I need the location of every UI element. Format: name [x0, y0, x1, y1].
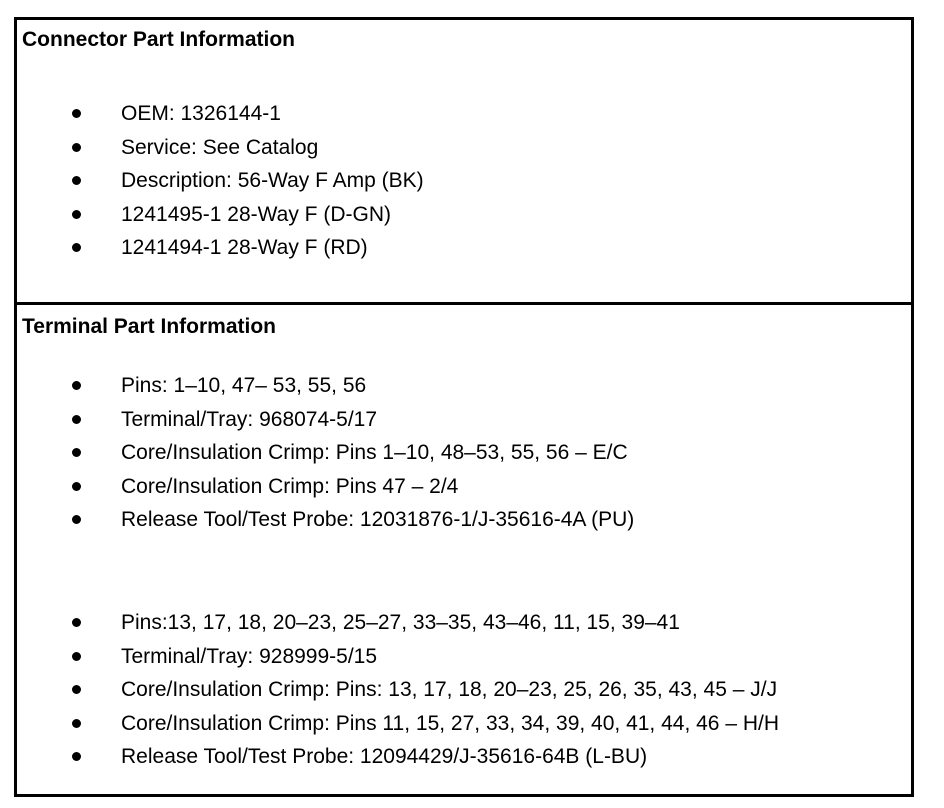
terminal-part-section: [17, 305, 911, 794]
list-item-text: Release Tool/Test Probe: 12031876-1/J-35616-4A (PU): [121, 508, 635, 531]
connector-heading: Connector Part Information: [22, 28, 296, 51]
list-item-text: Description: 56-Way F Amp (BK): [121, 169, 424, 192]
list-item-text: Core/Insulation Crimp: Pins: 13, 17, 18, 20–23, 25, 26, 35, 43, 45 – J/J: [121, 678, 778, 701]
list-item-text: Release Tool/Test Probe: 12094429/J-35616-64B (L-BU): [121, 745, 648, 768]
list-item-text: Terminal/Tray: 968074-5/17: [121, 407, 378, 431]
bullet-icon: [72, 515, 81, 524]
bullet-icon: [72, 176, 81, 185]
list-item: [17, 470, 911, 504]
bullet-icon: [72, 618, 81, 627]
list-item-text: 1241494-1 28-Way F (RD): [121, 236, 368, 259]
list-item: [17, 198, 911, 232]
bullet-icon: [72, 415, 81, 424]
list-item: [17, 503, 911, 537]
list-item-text: Pins: 1–10, 47– 53, 55, 56: [121, 374, 367, 397]
bullet-icon: [72, 652, 81, 661]
bullet-icon: [72, 109, 81, 118]
bullet-icon: [72, 243, 81, 252]
list-item-text: 1241495-1 28-Way F (D-GN): [121, 202, 391, 226]
list-item: [17, 97, 911, 131]
bullet-icon: [72, 752, 81, 761]
list-item: [17, 164, 911, 198]
bullet-icon: [72, 719, 81, 728]
list-item: [17, 436, 911, 470]
bullet-icon: [72, 685, 81, 694]
list-item-text: Pins:13, 17, 18, 20–23, 25–27, 33–35, 43–46, 11, 15, 39–41: [121, 611, 680, 634]
terminal-list-group-2: [17, 606, 911, 774]
list-item-text: Core/Insulation Crimp: Pins 11, 15, 27, 33, 34, 39, 40, 41, 44, 46 – H/H: [121, 711, 779, 735]
list-item: [17, 640, 911, 674]
terminal-list-group-1: [17, 369, 911, 537]
list-item-text: Terminal/Tray: 928999-5/15: [121, 644, 378, 668]
list-item: [17, 369, 911, 403]
bullet-icon: [72, 210, 81, 219]
connector-list: [17, 97, 911, 265]
list-item: [17, 673, 911, 707]
list-item: [17, 740, 911, 774]
connector-part-section: [17, 20, 911, 302]
list-item-text: Service: See Catalog: [121, 135, 319, 159]
list-item: [17, 707, 911, 741]
list-item: [17, 606, 911, 640]
part-info-table: [14, 17, 914, 797]
terminal-heading: Terminal Part Information: [22, 315, 276, 338]
list-item: [17, 403, 911, 437]
bullet-icon: [72, 143, 81, 152]
bullet-icon: [72, 381, 81, 390]
list-item: [17, 131, 911, 165]
list-item-text: Core/Insulation Crimp: Pins 1–10, 48–53, 55, 56 – E/C: [121, 441, 628, 464]
list-item-text: Core/Insulation Crimp: Pins 47 – 2/4: [121, 474, 459, 498]
list-item: [17, 231, 911, 265]
bullet-icon: [72, 482, 81, 491]
bullet-icon: [72, 448, 81, 457]
list-item-text: OEM: 1326144-1: [121, 102, 281, 125]
